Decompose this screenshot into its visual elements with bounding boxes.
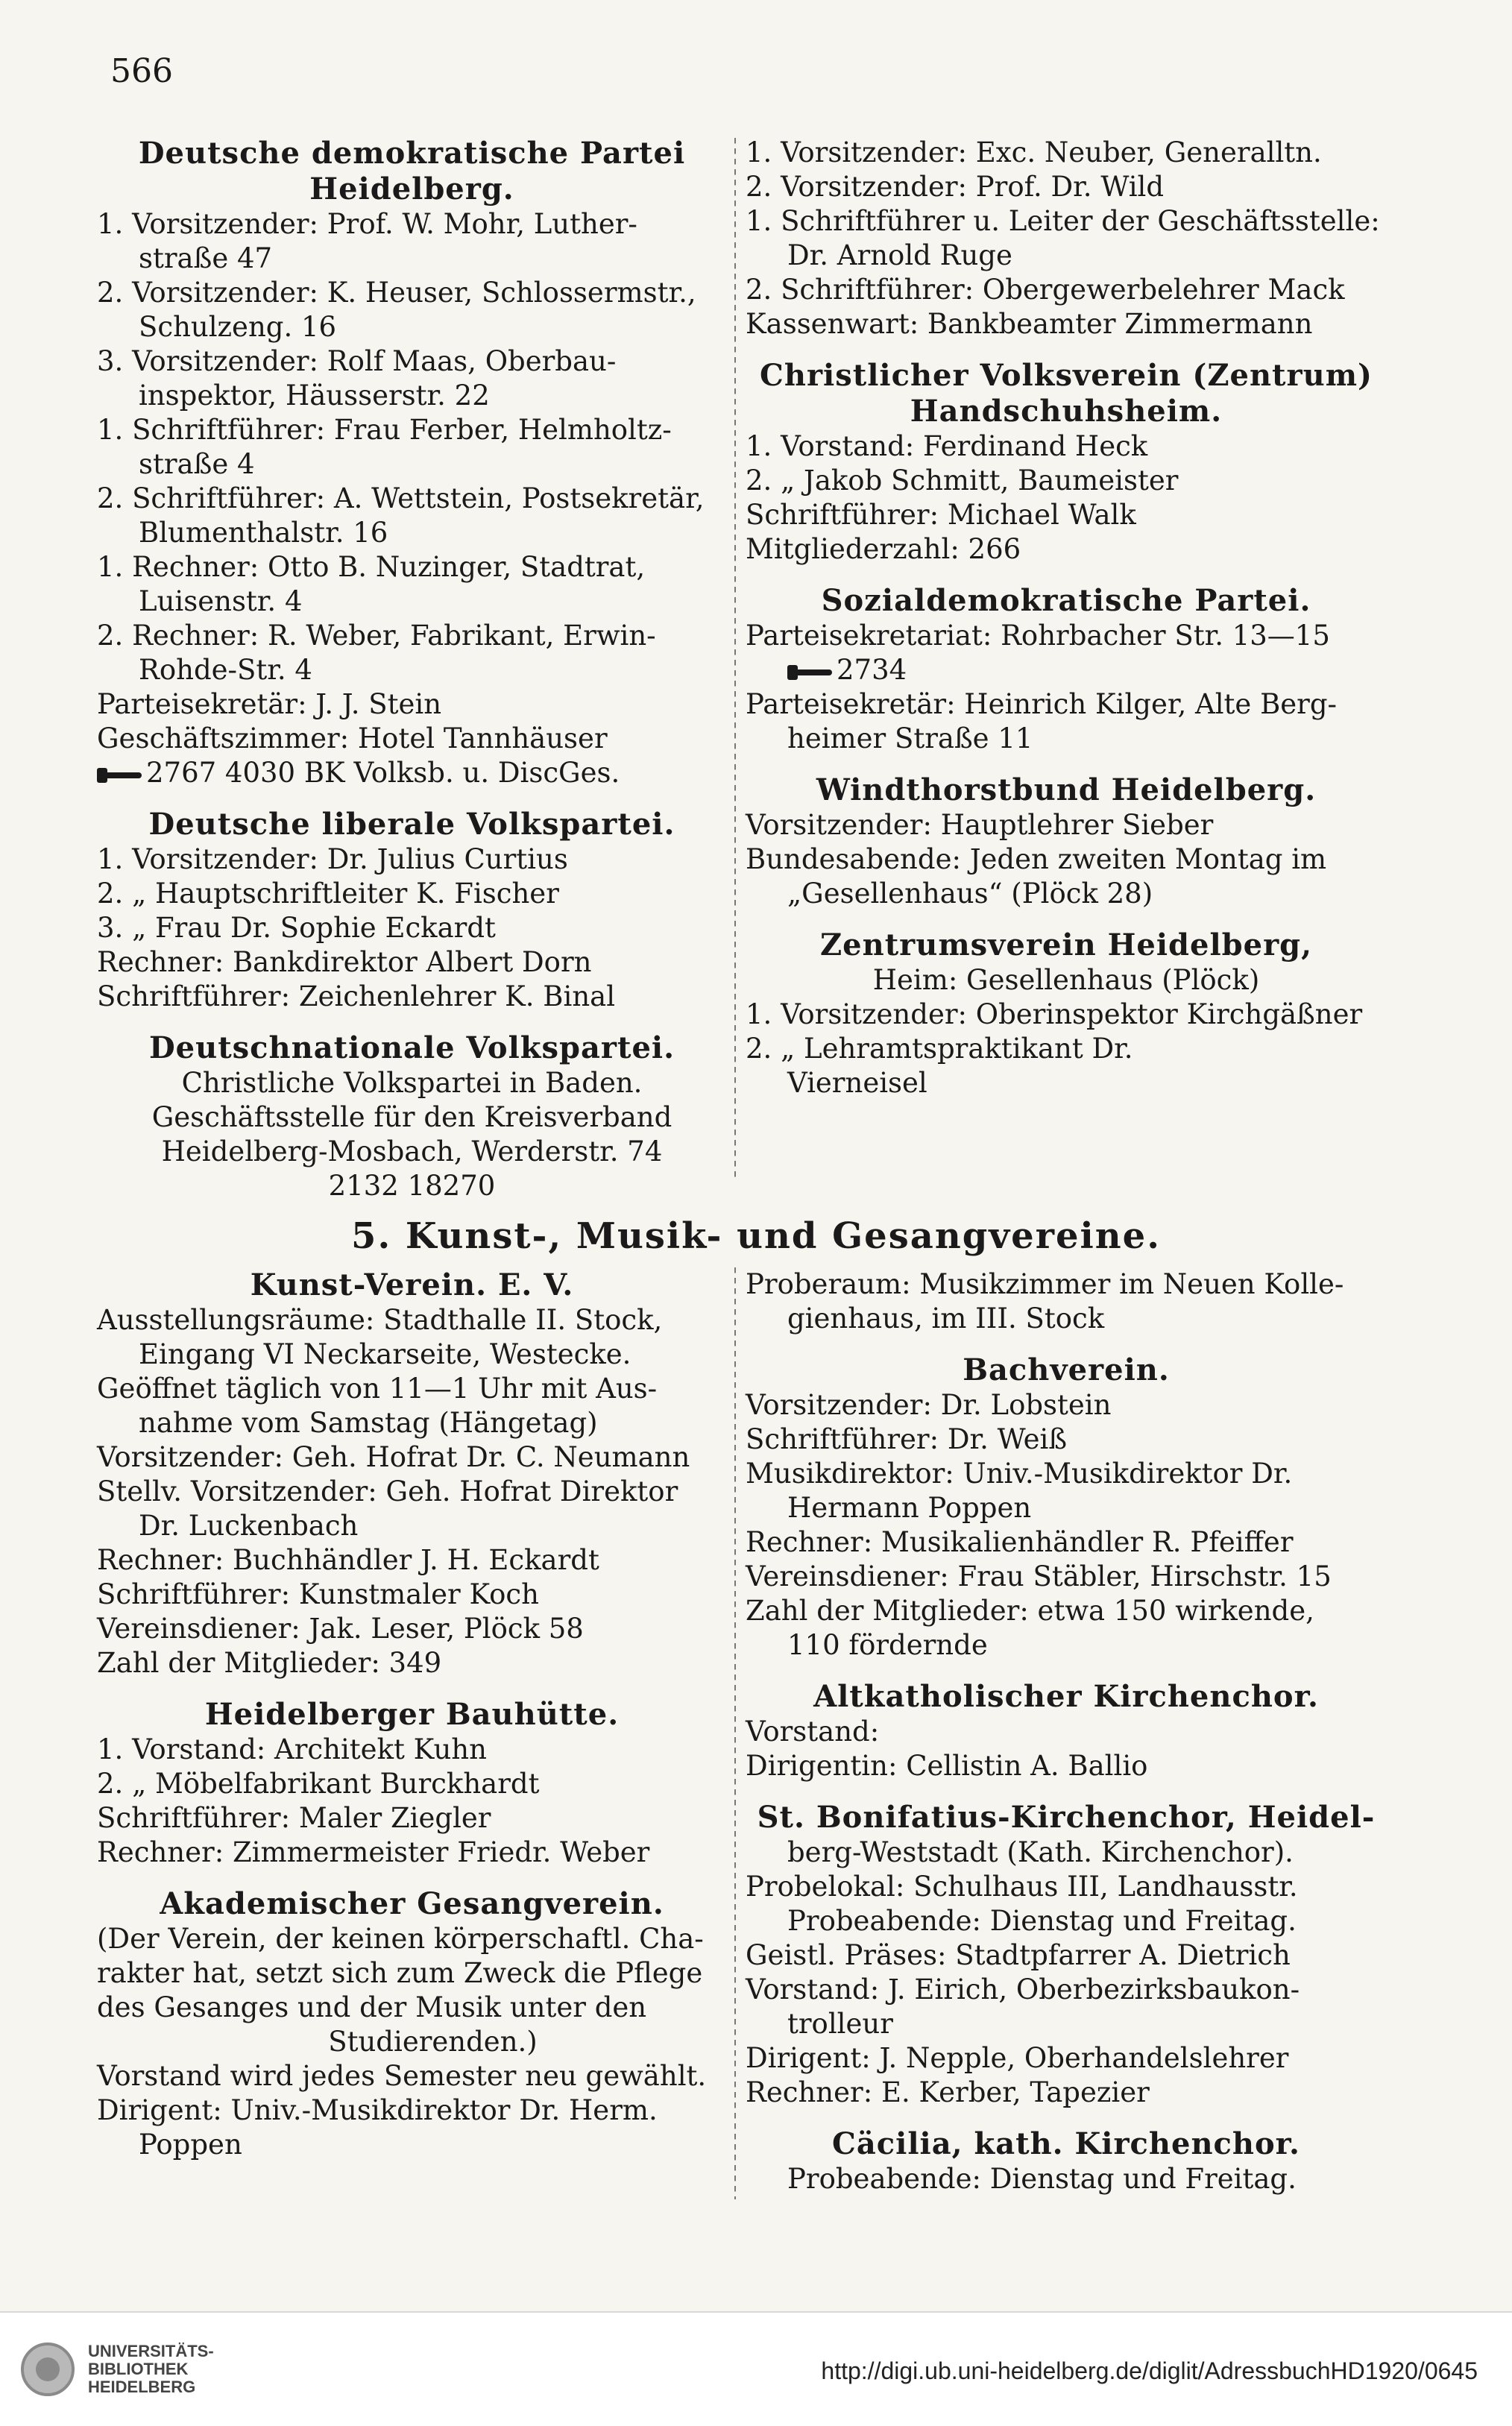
entry-line — [746, 1628, 1387, 1663]
entry-text: Hermann Poppen — [787, 1492, 1032, 1524]
organization-heading: Windthorstbund Heidelberg. — [816, 772, 1317, 807]
entry-line: Heidelberg-Mosbach, Werderstr. 74 — [161, 1135, 663, 1168]
organization-entry — [97, 1886, 727, 2162]
entry-text: Kassenwart: Bankbeamter Zimmermann — [746, 308, 1313, 340]
entry-text: gienhaus, im III. Stock — [787, 1302, 1105, 1335]
entry-line — [746, 2007, 1387, 2041]
organization-entry — [746, 1352, 1387, 1663]
entry-text: 1. Vorstand: Ferdinand Heck — [746, 430, 1148, 462]
organization-entry — [746, 1800, 1387, 2110]
entry-line — [746, 2041, 1387, 2076]
entry-line — [746, 808, 1387, 842]
organization-subheading: Heim: Gesellenhaus (Plöck) — [872, 964, 1260, 996]
entry-text: Rechner: Bankdirektor Albert Dorn — [97, 946, 592, 978]
entry-line — [746, 1749, 1387, 1783]
entry-line — [97, 516, 727, 550]
entry-text: Rohde-Str. 4 — [139, 654, 312, 686]
entry-line — [746, 1302, 1387, 1336]
entry-text: 2767 4030 BK Volksb. u. DiscGes. — [146, 757, 620, 789]
entry-line — [97, 1646, 727, 1680]
entry-text: Proberaum: Musikzimmer im Neuen Kolle- — [746, 1268, 1344, 1300]
entry-line — [97, 447, 727, 482]
entry-line — [746, 687, 1387, 722]
entry-text: nahme vom Samstag (Hängetag) — [139, 1407, 598, 1439]
entry-line — [97, 1612, 727, 1646]
entry-text: 1. Vorsitzender: Exc. Neuber, Generalltn. — [746, 136, 1322, 168]
entry-line — [97, 1767, 727, 1801]
entry-line — [97, 413, 727, 447]
entry-text: Luisenstr. 4 — [139, 585, 303, 617]
entry-line — [746, 1032, 1387, 1066]
entry-line — [746, 2076, 1387, 2110]
entry-line — [97, 379, 727, 413]
entry-text: rakter hat, setzt sich zum Zweck die Pflege — [97, 1957, 703, 1989]
organization-entry — [746, 772, 1387, 911]
entry-text: Vorstand: J. Eirich, Oberbezirksbaukon- — [746, 1973, 1300, 2006]
entry-line — [97, 619, 727, 653]
entry-line — [97, 207, 727, 242]
entry-text: 1. Vorsitzender: Dr. Julius Curtius — [97, 843, 568, 875]
column-divider — [734, 138, 736, 1182]
entry-line — [746, 1267, 1387, 1302]
left-column-top — [97, 136, 727, 1220]
entry-line — [97, 550, 727, 585]
organization-heading: Handschuhsheim. — [910, 394, 1223, 429]
entry-line — [97, 1922, 727, 1956]
entry-text: 110 fördernde — [787, 1629, 988, 1661]
entry-line — [746, 1457, 1387, 1491]
entry-text: Vorsitzender: Hauptlehrer Sieber — [746, 809, 1214, 841]
library-logo — [21, 2342, 214, 2396]
entry-text: 2. „ Möbelfabrikant Burckhardt — [97, 1768, 540, 1800]
organization-heading: Altkatholischer Kirchenchor. — [813, 1679, 1319, 1714]
entry-line — [746, 273, 1387, 307]
entry-text: straße 4 — [139, 448, 255, 480]
organization-entry — [746, 1267, 1387, 1336]
page-number: 566 — [110, 52, 173, 90]
entry-line — [746, 842, 1387, 877]
logo-line: HEIDELBERG — [88, 2378, 196, 2396]
right-column-top — [746, 136, 1387, 1117]
entry-text: Studierenden.) — [328, 2026, 538, 2058]
entry-line — [746, 1836, 1387, 1870]
entry-line — [746, 464, 1387, 498]
telephone-icon — [97, 768, 142, 783]
entry-text: berg-Weststadt (Kath. Kirchenchor). — [787, 1836, 1294, 1868]
entry-text: Musikdirektor: Univ.-Musikdirektor Dr. — [746, 1458, 1293, 1490]
entry-line — [746, 1870, 1387, 1904]
entry-text: 1. Schriftführer u. Leiter der Geschäftsstelle: — [746, 205, 1380, 237]
entry-text: trolleur — [787, 2008, 893, 2040]
entry-text: 1. Rechner: Otto B. Nuzinger, Stadtrat, — [97, 551, 646, 583]
entry-line — [97, 911, 727, 945]
entry-text: Rechner: Buchhändler J. H. Eckardt — [97, 1544, 599, 1576]
entry-line — [97, 2128, 727, 2162]
entry-text: Geistl. Präses: Stadtpfarrer A. Dietrich — [746, 1939, 1291, 1971]
entry-line — [746, 136, 1387, 170]
organization-heading: Sozialdemokratische Partei. — [821, 583, 1311, 618]
entry-line — [97, 1475, 727, 1509]
organization-entry — [746, 1679, 1387, 1783]
organization-entry — [97, 136, 727, 790]
entry-line — [746, 1491, 1387, 1525]
entry-line — [97, 2059, 727, 2093]
entry-line — [746, 1388, 1387, 1422]
entry-line — [746, 532, 1387, 567]
entry-text: Rechner: Zimmermeister Friedr. Weber — [97, 1836, 650, 1868]
entry-text: Dirigent: Univ.-Musikdirektor Dr. Herm. — [97, 2094, 658, 2126]
entry-text: 2. „ Lehramtspraktikant Dr. — [746, 1033, 1133, 1065]
entry-line — [97, 1801, 727, 1836]
entry-text: Probeabende: Dienstag und Freitag. — [787, 1905, 1297, 1937]
organization-entry — [746, 136, 1387, 341]
entry-line — [746, 239, 1387, 273]
entry-line — [97, 1956, 727, 1991]
entry-line — [97, 1509, 727, 1543]
entry-line — [746, 1715, 1387, 1749]
left-column-bottom — [97, 1267, 727, 2178]
organization-entry — [97, 1267, 727, 1680]
entry-text: 2. Vorsitzender: K. Heuser, Schlossermstr., — [97, 277, 696, 309]
entry-text: Probeabende: Dienstag und Freitag. — [787, 2163, 1297, 2195]
entry-text: Probelokal: Schulhaus III, Landhausstr. — [746, 1871, 1298, 1903]
entry-line — [97, 687, 727, 722]
entry-line — [97, 980, 727, 1014]
entry-text: Rechner: E. Kerber, Tapezier — [746, 2076, 1150, 2108]
organization-heading: Deutschnationale Volkspartei. — [148, 1030, 675, 1065]
entry-line — [97, 1372, 727, 1406]
entry-text: Schriftführer: Kunstmaler Koch — [97, 1578, 539, 1610]
organization-entry — [746, 927, 1387, 1100]
entry-text: Schriftführer: Michael Walk — [746, 499, 1136, 531]
entry-line — [97, 1836, 727, 1870]
entry-line — [97, 756, 727, 790]
entry-line — [746, 429, 1387, 464]
entry-line — [97, 1578, 727, 1612]
entry-text: Stellv. Vorsitzender: Geh. Hofrat Direktor — [97, 1475, 678, 1507]
entry-line — [746, 653, 1387, 687]
entry-line — [746, 170, 1387, 204]
entry-text: Vorstand: — [746, 1715, 880, 1748]
entry-text: Geöffnet täglich von 11—1 Uhr mit Aus- — [97, 1373, 658, 1405]
telephone-icon — [787, 665, 832, 680]
organization-heading: Christlicher Volksverein (Zentrum) — [760, 358, 1373, 393]
entry-line — [746, 204, 1387, 239]
entry-line — [97, 653, 727, 687]
footer-bar — [0, 2311, 1512, 2426]
entry-text: Ausstellungsräume: Stadthalle II. Stock, — [97, 1304, 663, 1336]
source-url-link[interactable]: http://digi.ub.uni-heidelberg.de/diglit/AdressbuchHD1920/0645 — [821, 2357, 1478, 2384]
entry-line — [97, 242, 727, 276]
entry-line — [97, 1543, 727, 1578]
entry-line — [97, 945, 727, 980]
entry-line — [746, 1904, 1387, 1938]
organization-entry — [97, 1030, 727, 1203]
entry-text: (Der Verein, der keinen körperschaftl. Cha- — [97, 1923, 704, 1955]
entry-line — [746, 1973, 1387, 2007]
organization-entry — [746, 358, 1387, 567]
entry-text: heimer Straße 11 — [787, 722, 1033, 754]
entry-text: Rechner: Musikalienhändler R. Pfeiffer — [746, 1526, 1294, 1558]
organization-heading: St. Bonifatius-Kirchenchor, Heidel- — [757, 1800, 1376, 1835]
entry-text: 2734 — [837, 654, 907, 686]
entry-line — [746, 998, 1387, 1032]
entry-text: Vereinsdiener: Frau Stäbler, Hirschstr. 15 — [746, 1560, 1332, 1592]
organization-heading: Bachverein. — [963, 1352, 1170, 1387]
entry-line — [746, 1525, 1387, 1560]
entry-line — [97, 2093, 727, 2128]
entry-line — [746, 2162, 1387, 2196]
entry-text: Mitgliederzahl: 266 — [746, 533, 1021, 565]
entry-line — [746, 619, 1387, 653]
entry-text: 1. Vorstand: Architekt Kuhn — [97, 1733, 487, 1765]
entry-text: Vorstand wird jedes Semester neu gewählt. — [97, 2060, 707, 2092]
organization-heading: Zentrumsverein Heidelberg, — [819, 927, 1313, 962]
entry-line — [746, 498, 1387, 532]
entry-text: 2. Schriftführer: Obergewerbelehrer Mack — [746, 274, 1345, 306]
entry-text: Bundesabende: Jeden zweiten Montag im — [746, 843, 1327, 875]
entry-text: Schulzeng. 16 — [139, 311, 337, 343]
organization-entry — [97, 1697, 727, 1870]
organization-heading: Akademischer Gesangverein. — [160, 1886, 664, 1921]
entry-line — [746, 1594, 1387, 1628]
entry-text: Blumenthalstr. 16 — [139, 517, 388, 549]
entry-line — [746, 1560, 1387, 1594]
entry-line — [97, 585, 727, 619]
organization-heading: Cäcilia, kath. Kirchenchor. — [832, 2126, 1300, 2161]
entry-text: 2. Vorsitzender: Prof. Dr. Wild — [746, 171, 1165, 203]
entry-line — [746, 1422, 1387, 1457]
entry-line: Geschäftsstelle für den Kreisverband — [151, 1101, 672, 1133]
entry-line — [97, 1991, 727, 2025]
entry-text: Zahl der Mitglieder: etwa 150 wirkende, — [746, 1595, 1314, 1627]
entry-line — [97, 1303, 727, 1338]
logo-line: UNIVERSITÄTS- — [88, 2342, 214, 2360]
organization-heading: Heidelberger Bauhütte. — [204, 1697, 620, 1732]
university-seal-icon — [21, 2342, 75, 2396]
entry-text: straße 47 — [139, 242, 273, 274]
entry-text: inspektor, Häusserstr. 22 — [139, 379, 490, 412]
entry-text: 2. „ Jakob Schmitt, Baumeister — [746, 464, 1179, 497]
section-title: 5. Kunst-, Musik- und Gesangvereine. — [351, 1215, 1161, 1257]
entry-line — [746, 877, 1387, 911]
entry-line — [97, 842, 727, 877]
entry-line — [97, 722, 727, 756]
entry-line — [97, 310, 727, 344]
organization-entry — [97, 807, 727, 1014]
entry-text: 3. „ Frau Dr. Sophie Eckardt — [97, 912, 496, 944]
organization-heading: Heidelberg. — [309, 171, 514, 207]
entry-text: 1. Schriftführer: Frau Ferber, Helmholtz- — [97, 414, 672, 446]
entry-text: 2. „ Hauptschriftleiter K. Fischer — [97, 878, 559, 910]
entry-text: Geschäftszimmer: Hotel Tannhäuser — [97, 722, 608, 754]
library-logo-text — [88, 2342, 214, 2396]
entry-text: des Gesanges und der Musik unter den — [97, 1991, 647, 2023]
entry-text: Dr. Arnold Ruge — [787, 239, 1012, 271]
entry-text: Vereinsdiener: Jak. Leser, Plöck 58 — [97, 1613, 584, 1645]
entry-text: Eingang VI Neckarseite, Westecke. — [139, 1338, 631, 1370]
entry-text: Vierneisel — [787, 1067, 927, 1099]
entry-text: Vorsitzender: Dr. Lobstein — [746, 1389, 1112, 1421]
entry-text: Dirigent: J. Nepple, Oberhandelslehrer — [746, 2042, 1289, 2074]
entry-text: „Gesellenhaus“ (Plöck 28) — [787, 878, 1153, 910]
organization-heading: Kunst-Verein. E. V. — [250, 1267, 574, 1302]
entry-line — [97, 344, 727, 379]
entry-text: Schriftführer: Maler Ziegler — [97, 1802, 491, 1834]
column-divider — [734, 1267, 736, 2199]
entry-text: 3. Vorsitzender: Rolf Maas, Oberbau- — [97, 345, 617, 377]
entry-line — [97, 1733, 727, 1767]
entry-text: Parteisekretär: Heinrich Kilger, Alte Berg- — [746, 688, 1338, 720]
entry-text: Poppen — [139, 2129, 242, 2161]
entry-line: Christliche Volkspartei in Baden. — [181, 1067, 643, 1099]
entry-text: 1. Vorsitzender: Prof. W. Mohr, Luther- — [97, 208, 637, 240]
entry-line — [97, 1406, 727, 1440]
entry-line — [97, 877, 727, 911]
entry-line — [746, 722, 1387, 756]
entry-text: Schriftführer: Zeichenlehrer K. Binal — [97, 980, 616, 1012]
entry-line — [746, 1938, 1387, 1973]
entry-line — [97, 1440, 727, 1475]
organization-heading: Deutsche demokratische Partei — [138, 136, 686, 171]
entry-text: 2. Rechner: R. Weber, Fabrikant, Erwin- — [97, 620, 656, 652]
entry-text: 2. Schriftführer: A. Wettstein, Postsekretär, — [97, 482, 705, 514]
entry-text: Schriftführer: Dr. Weiß — [746, 1423, 1068, 1455]
organization-entry — [746, 2126, 1387, 2196]
entry-text: Dr. Luckenbach — [139, 1510, 359, 1542]
logo-line: BIBLIOTHEK — [88, 2360, 189, 2378]
entry-line — [746, 307, 1387, 341]
entry-line — [97, 482, 727, 516]
entry-text: Parteisekretariat: Rohrbacher Str. 13—15 — [746, 620, 1330, 652]
entry-text: Zahl der Mitglieder: 349 — [97, 1647, 442, 1679]
entry-text: Vorsitzender: Geh. Hofrat Dr. C. Neumann — [97, 1441, 690, 1473]
organization-entry — [746, 583, 1387, 756]
entry-line: 2132 18270 — [328, 1170, 496, 1202]
entry-line — [97, 1338, 727, 1372]
entry-text: Parteisekretär: J. J. Stein — [97, 688, 442, 720]
entry-line — [746, 1066, 1387, 1100]
entry-text: Dirigentin: Cellistin A. Ballio — [746, 1750, 1148, 1782]
entry-text: 1. Vorsitzender: Oberinspektor Kirchgäßner — [746, 998, 1363, 1030]
entry-line — [97, 276, 727, 310]
organization-heading: Deutsche liberale Volkspartei. — [148, 807, 675, 842]
entry-line — [97, 2025, 727, 2059]
right-column-bottom — [746, 1267, 1387, 2213]
